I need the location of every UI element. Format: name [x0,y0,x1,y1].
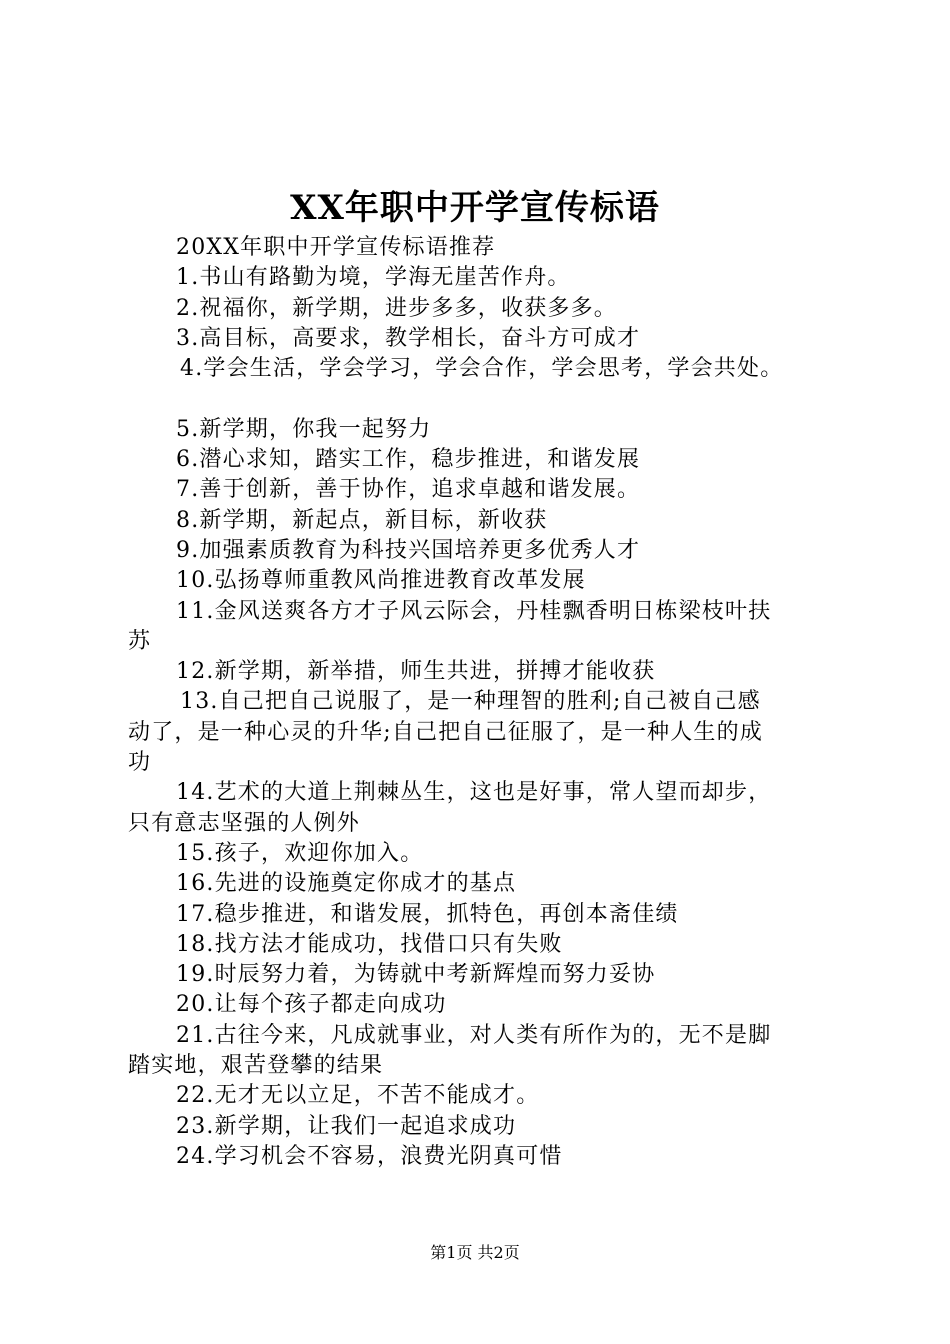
slogan-item-17: 17.稳步推进，和谐发展，抓特色，再创本斋佳绩 [176,901,679,927]
slogan-item-12: 12.新学期，新举措，师生共进，拼搏才能收获 [176,659,656,685]
slogan-item-14: 14.艺术的大道上荆棘丛生，这也是好事，常人望而却步， [176,780,772,806]
page-footer: 第1页 共2页 [430,1243,520,1262]
subtitle: 20XX年职中开学宣传标语推荐 [176,235,496,260]
slogan-item-22: 22.无才无以立足，不苦不能成才。 [176,1083,540,1109]
slogan-item-14-continued: 只有意志坚强的人例外 [128,810,361,836]
slogan-item-3: 3.高目标，高要求，教学相长，奋斗方可成才 [176,325,641,351]
slogan-item-18: 18.找方法才能成功，找借口只有失败 [176,931,563,957]
page-title: XX年职中开学宣传标语 [290,188,660,228]
slogan-item-23: 23.新学期，让我们一起追求成功 [176,1113,517,1139]
slogan-item-6: 6.潜心求知，踏实工作，稳步推进，和谐发展 [176,447,641,473]
slogan-item-13: 13.自己把自己说服了，是一种理智的胜利;自己被自己感 [180,689,761,715]
slogan-item-16: 16.先进的设施奠定你成才的基点 [176,871,517,897]
slogan-item-24: 24.学习机会不容易，浪费光阴真可惜 [176,1143,563,1169]
slogan-item-21: 21.古往今来，凡成就事业，对人类有所作为的，无不是脚 [176,1022,772,1048]
slogan-item-20: 20.让每个孩子都走向成功 [176,992,447,1018]
slogan-item-19: 19.时辰努力着，为铸就中考新辉煌而努力妥协 [176,962,656,988]
slogan-item-7: 7.善于创新，善于协作，追求卓越和谐发展。 [176,477,641,503]
slogan-item-15: 15.孩子，欢迎你加入。 [176,840,424,866]
slogan-item-13-continued: 动了，是一种心灵的升华;自己把自己征服了，是一种人生的成 [128,719,764,745]
document-body [128,233,840,1172]
slogan-item-10: 10.弘扬尊师重教风尚推进教育改革发展 [176,568,586,594]
slogan-item-11-continued: 苏 [128,628,152,654]
slogan-item-21-continued: 踏实地，艰苦登攀的结果 [128,1053,384,1079]
slogan-item-8: 8.新学期，新起点，新目标，新收获 [176,507,548,533]
slogan-item-13-continued-2: 功 [128,750,152,776]
slogan-item-2: 2.祝福你，新学期，进步多多，收获多多。 [176,295,617,321]
blank-line [128,384,840,414]
slogan-item-5: 5.新学期，你我一起努力 [176,416,432,442]
slogan-item-4: 4.学会生活，学会学习，学会合作，学会思考，学会共处。 [180,356,784,382]
slogan-item-9: 9.加强素质教育为科技兴国培养更多优秀人才 [176,537,641,563]
slogan-item-1: 1.书山有路勤为境，学海无崖苦作舟。 [176,265,571,291]
slogan-item-11: 11.金风送爽各方才子风云际会，丹桂飘香明日栋梁枝叶扶 [176,598,772,624]
